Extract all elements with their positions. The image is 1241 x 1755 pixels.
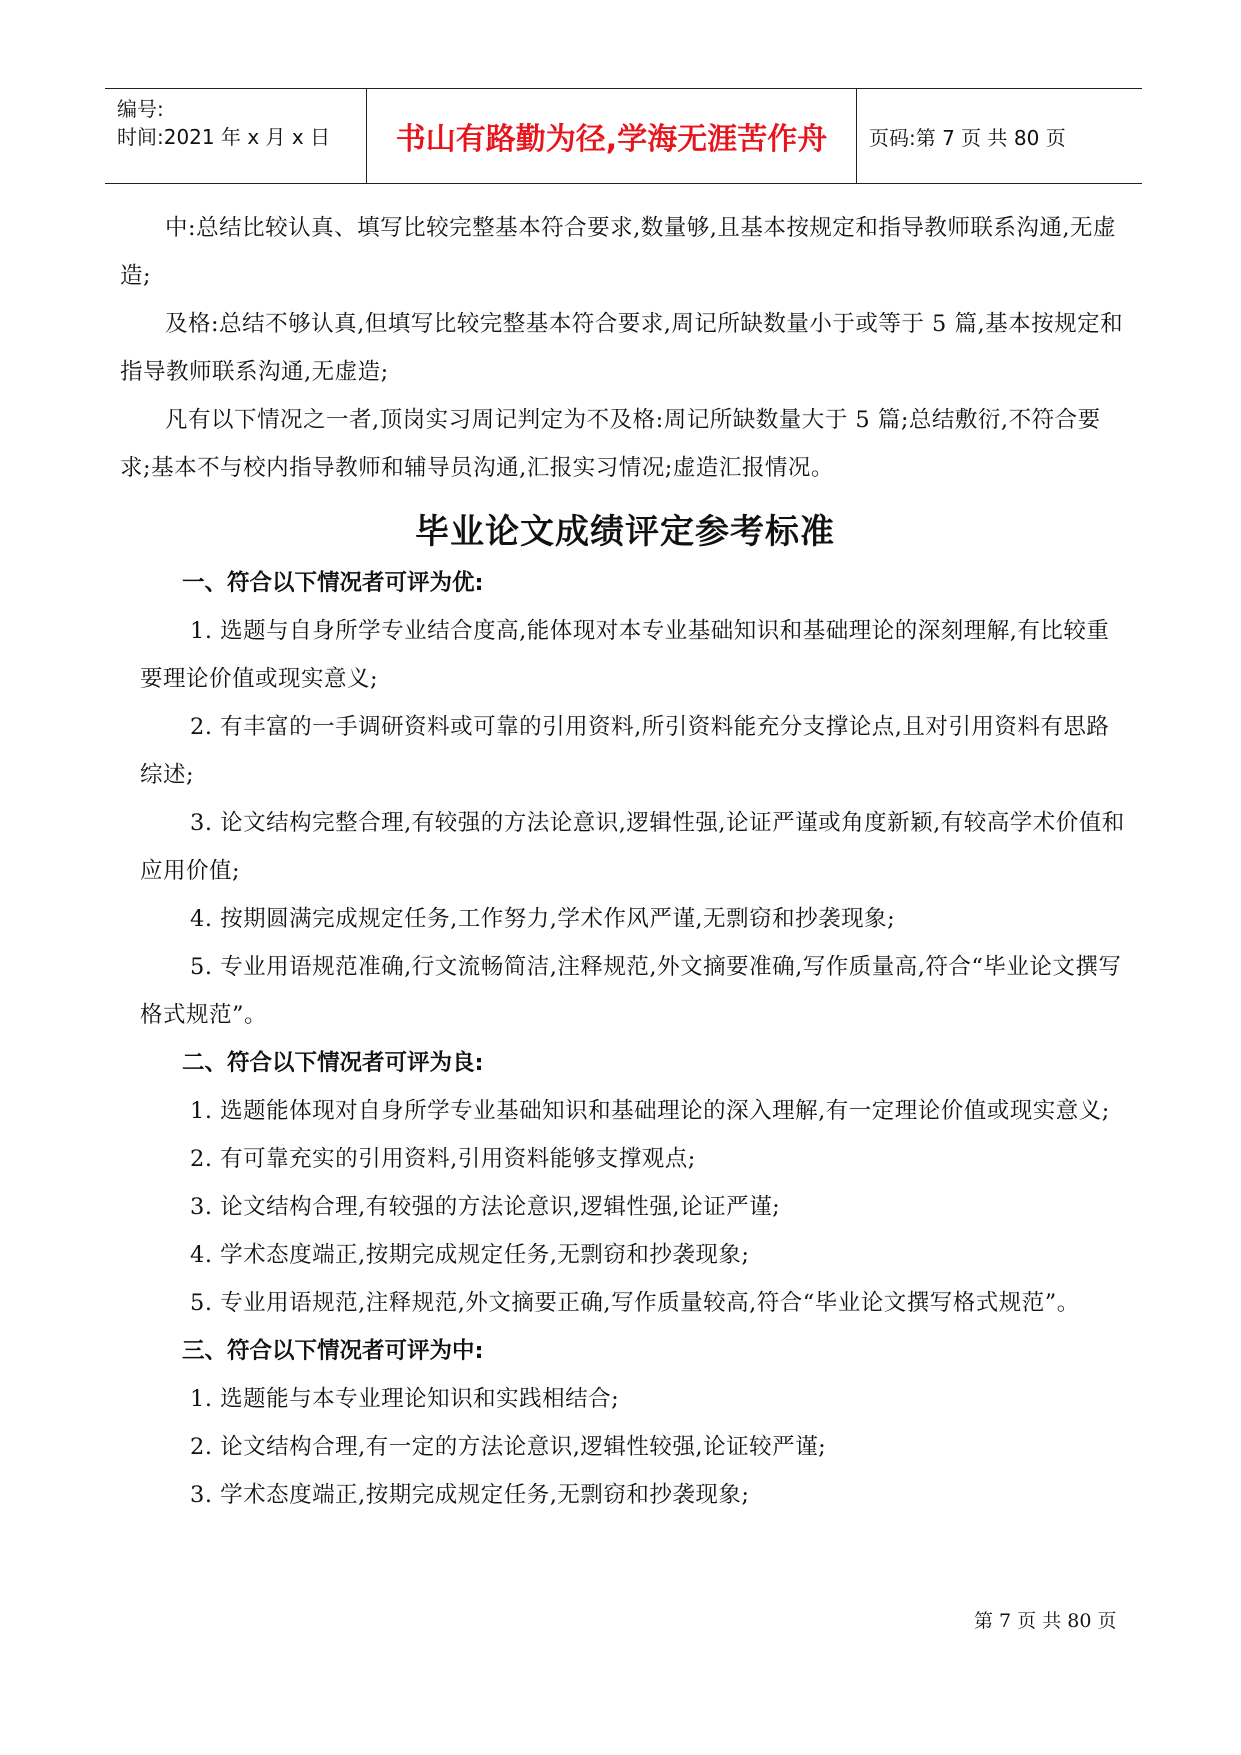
section-heading: 一、符合以下情况者可评为优: [182,570,484,596]
list-item: 4. 学术态度端正,按期完成规定任务,无剽窃和抄袭现象; [190,1242,750,1268]
page-label: 页码:第 7 页 共 80 页 [869,125,1066,150]
serial-label: 编号: [117,97,164,121]
list-item: 3. 论文结构合理,有较强的方法论意识,逻辑性强,论证严谨; [190,1194,781,1220]
list-item: 2. 有丰富的一手调研资料或可靠的引用资料,所引资料能充分支撑论点,且对引用资料有思路综述; [140,714,1110,788]
list-item: 5. 专业用语规范准确,行文流畅简洁,注释规范,外文摘要准确,写作质量高,符合“毕业论文撰写格式规范”。 [140,954,1122,1028]
list-item: 4. 按期圆满完成规定任务,工作努力,学术作风严谨,无剽窃和抄袭现象; [190,906,896,932]
page-footer: 第 7 页 共 80 页 [974,1610,1117,1632]
time-label: 时间:2021 年 x 月 x 日 [117,125,331,149]
header-motto-cell [367,89,857,183]
list-item: 5. 专业用语规范,注释规范,外文摘要正确,写作质量较高,符合“毕业论文撰写格式规范”。 [190,1290,1080,1316]
list-item: 1. 选题与自身所学专业结合度高,能体现对本专业基础知识和基础理论的深刻理解,有比较重要理论价值或现实意义; [140,618,1110,692]
list-item: 3. 学术态度端正,按期完成规定任务,无剽窃和抄袭现象; [190,1482,750,1508]
motto: 书山有路勤为径,学海无涯苦作舟 [395,122,828,157]
section-heading: 二、符合以下情况者可评为良: [182,1050,484,1076]
list-item: 1. 选题能与本专业理论知识和实践相结合; [190,1386,620,1412]
document-title: 毕业论文成绩评定参考标准 [415,512,835,552]
header-meta [105,89,367,183]
intro-paragraph: 及格:总结不够认真,但填写比较完整基本符合要求,周记所缺数量小于或等于 5 篇,基本按规定和指导教师联系沟通,无虚造; [120,311,1124,385]
list-item: 3. 论文结构完整合理,有较强的方法论意识,逻辑性强,论证严谨或角度新颖,有较高学术价值和应用价值; [140,810,1125,884]
document-body [120,204,1130,1519]
page-header [105,88,1142,184]
list-item: 2. 有可靠充实的引用资料,引用资料能够支撑观点; [190,1146,696,1172]
list-item: 1. 选题能体现对自身所学专业基础知识和基础理论的深入理解,有一定理论价值或现实意义; [190,1098,1110,1124]
section-heading: 三、符合以下情况者可评为中: [182,1338,484,1364]
list-item: 2. 论文结构合理,有一定的方法论意识,逻辑性较强,论证较严谨; [190,1434,827,1460]
header-page-cell [857,89,1142,183]
intro-paragraph: 中:总结比较认真、填写比较完整基本符合要求,数量够,且基本按规定和指导教师联系沟通,无虚造; [120,215,1117,289]
intro-paragraph: 凡有以下情况之一者,顶岗实习周记判定为不及格:周记所缺数量大于 5 篇;总结敷衍,不符合要求;基本不与校内指导教师和辅导员沟通,汇报实习情况;虚造汇报情况。 [120,407,1101,481]
